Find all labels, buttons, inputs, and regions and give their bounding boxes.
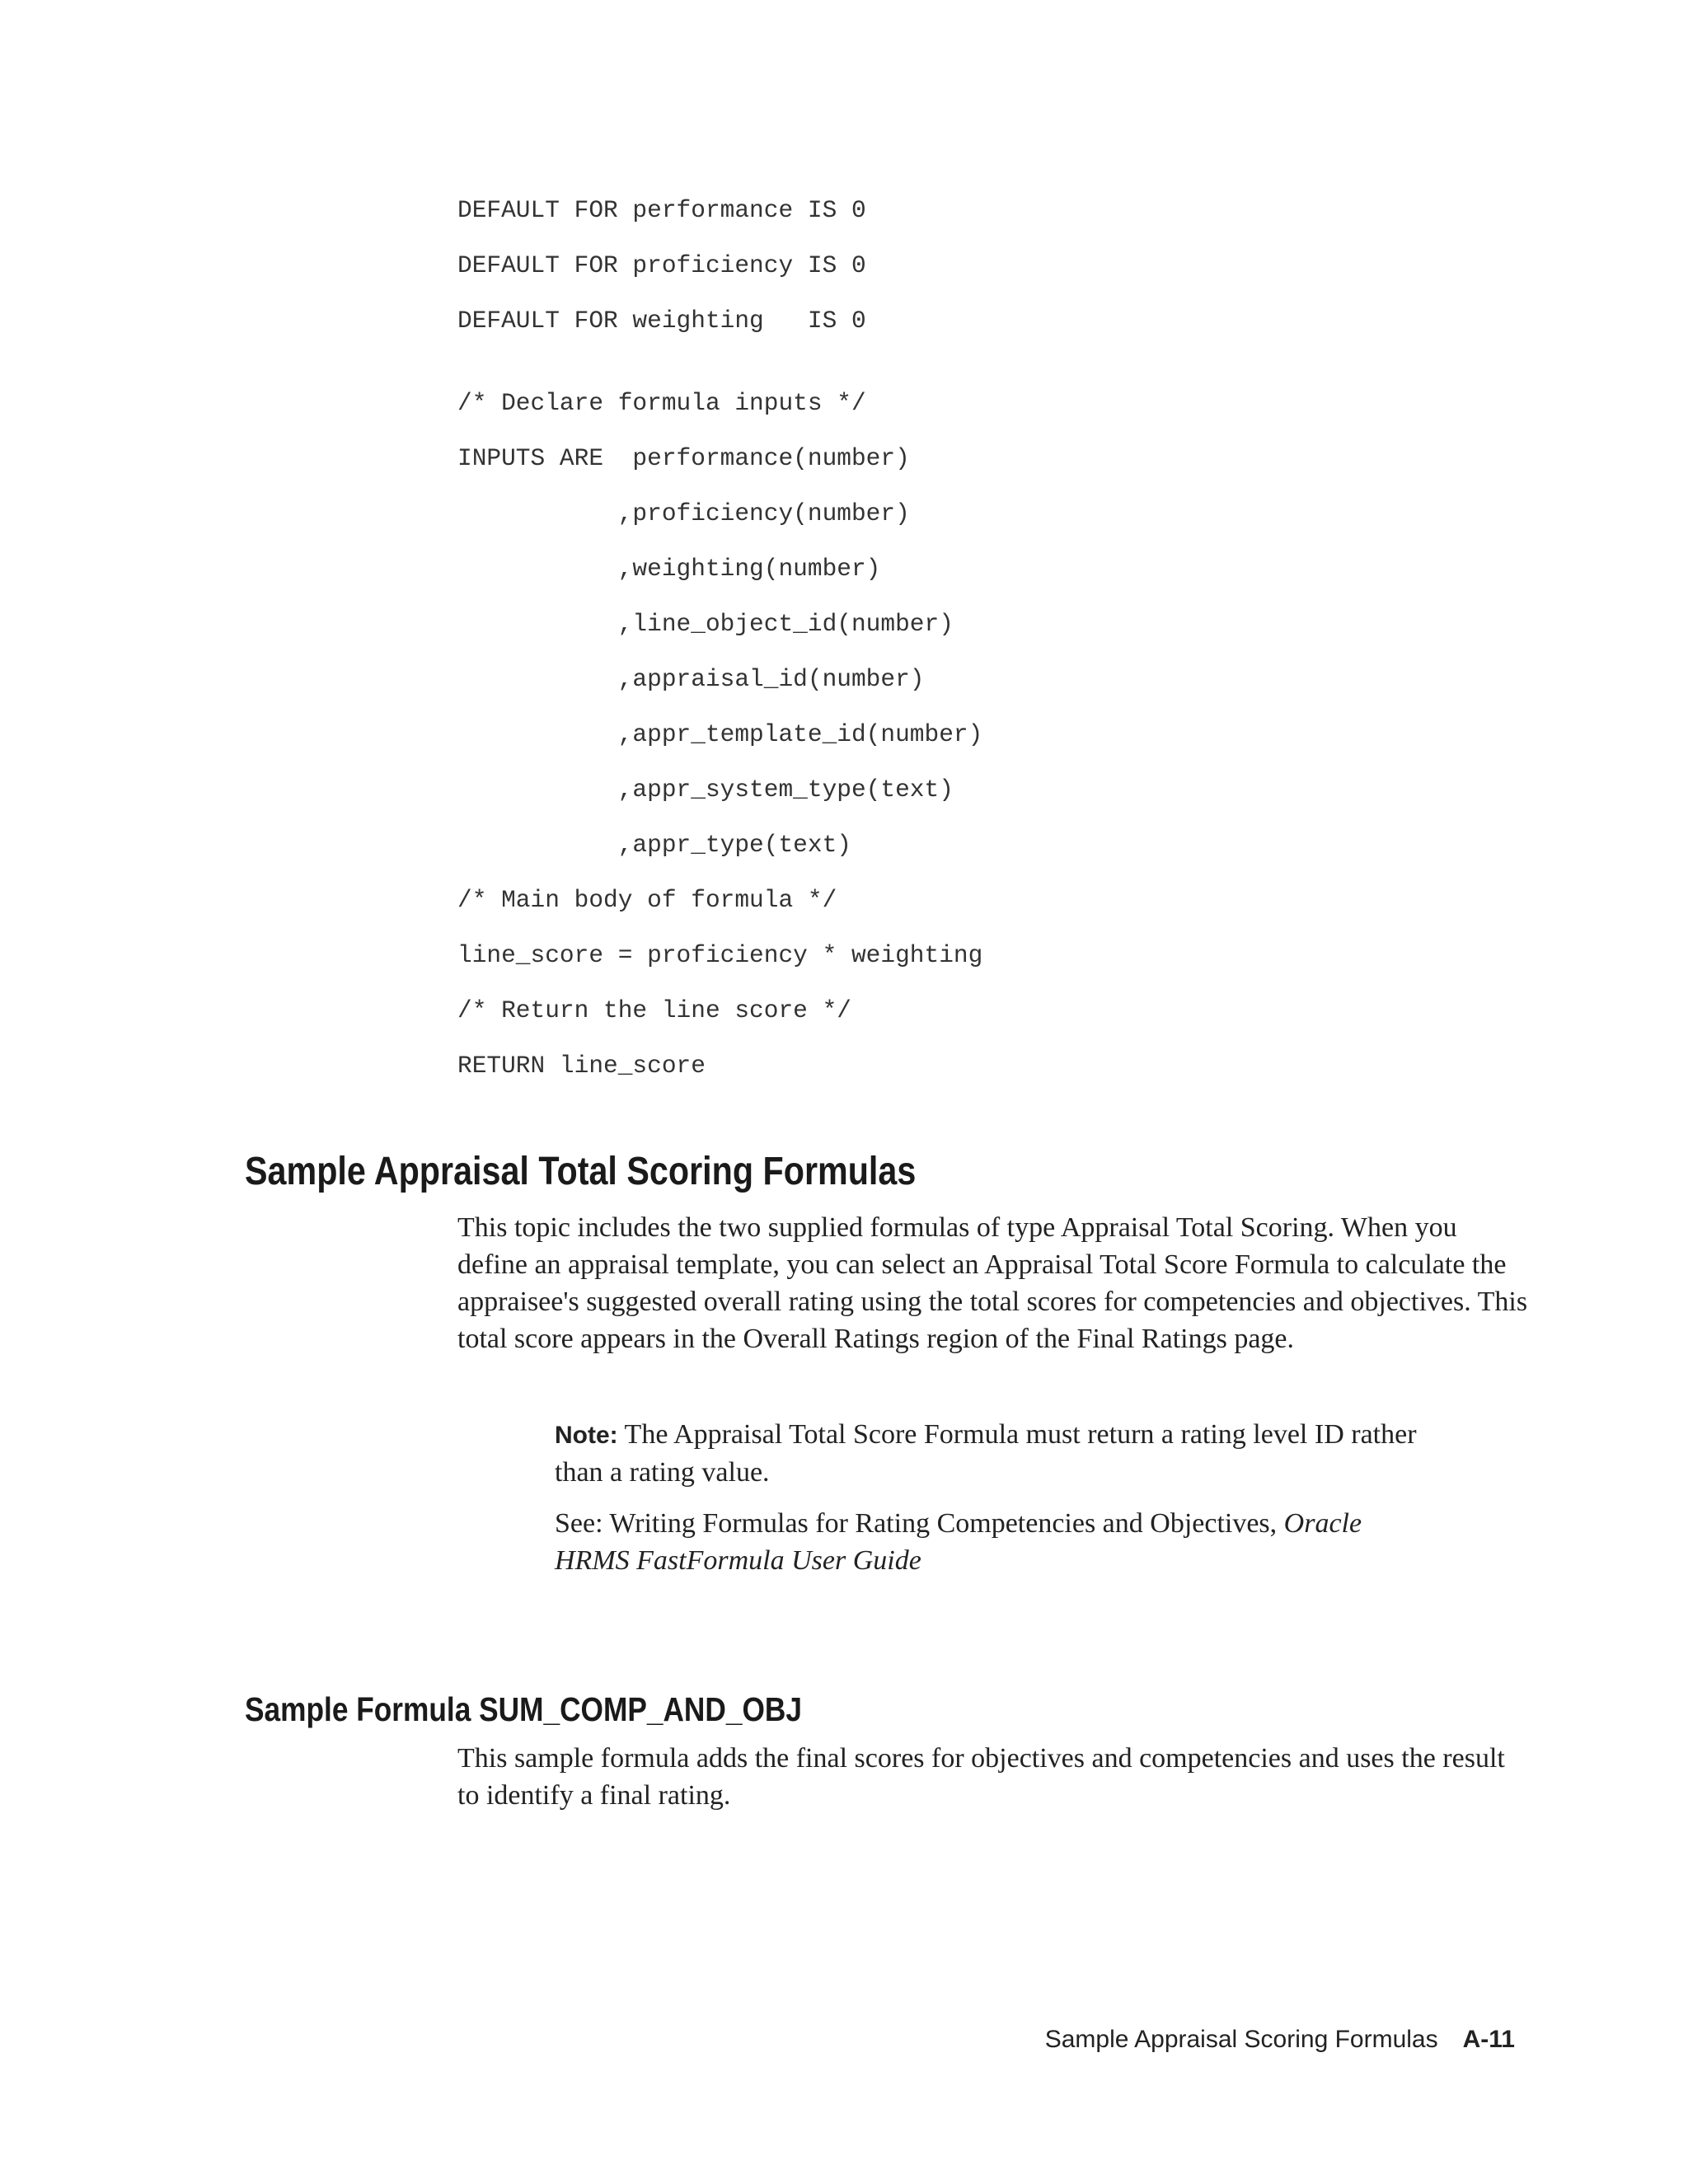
code-comment: /* Return the line score */ — [457, 996, 851, 1024]
note-text: The Appraisal Total Score Formula must return a rating level ID rather than a rating value. — [555, 1419, 1417, 1488]
code-comment: /* Main body of formula */ — [457, 886, 837, 914]
see-reference-text: See: Writing Formulas for Rating Competencies and Objectives, — [555, 1508, 1284, 1539]
code-line: ,line_object_id(number) — [457, 610, 954, 638]
code-line: ,proficiency(number) — [457, 499, 910, 527]
note-label: Note: — [555, 1422, 618, 1449]
code-line: INPUTS ARE performance(number) — [457, 444, 910, 472]
see-reference-paragraph — [555, 1505, 1428, 1579]
subsection-heading: Sample Formula SUM_COMP_AND_OBJ — [245, 1690, 802, 1728]
code-line: ,appr_template_id(number) — [457, 720, 983, 748]
section-intro-paragraph: This topic includes the two supplied formulas of type Appraisal Total Scoring. When you define an appraisal template, you can select an Appraisal Total Score Formula to calculate the appraisee's suggested overall rating using the total scores for competencies and objectives. This total score appears in the Overall Ratings region of the Final Ratings page. — [457, 1212, 1528, 1354]
footer-chapter-title: Sample Appraisal Scoring Formulas — [1044, 2026, 1438, 2053]
code-line: ,appr_type(text) — [457, 831, 851, 859]
code-line: ,weighting(number) — [457, 555, 881, 583]
code-line: DEFAULT FOR proficiency IS 0 — [457, 251, 866, 279]
code-line: DEFAULT FOR weighting IS 0 — [457, 307, 866, 335]
see-reference-book-title: Oracle HRMS FastFormula User Guide — [555, 1508, 1362, 1576]
subsection-paragraph: This sample formula adds the final scores for objectives and competencies and uses the result to identify a final rating. — [457, 1743, 1505, 1811]
note-paragraph — [555, 1416, 1428, 1491]
code-line: RETURN line_score — [457, 1052, 706, 1080]
code-line: line_score = proficiency * weighting — [457, 941, 983, 969]
section-heading: Sample Appraisal Total Scoring Formulas — [245, 1150, 917, 1193]
code-line: ,appr_system_type(text) — [457, 776, 954, 804]
code-line: ,appraisal_id(number) — [457, 665, 925, 693]
footer-page-number: A-11 — [1462, 2026, 1515, 2053]
code-line: DEFAULT FOR performance IS 0 — [457, 196, 866, 224]
code-comment: /* Declare formula inputs */ — [457, 389, 866, 417]
page-footer — [1045, 2023, 1515, 2056]
